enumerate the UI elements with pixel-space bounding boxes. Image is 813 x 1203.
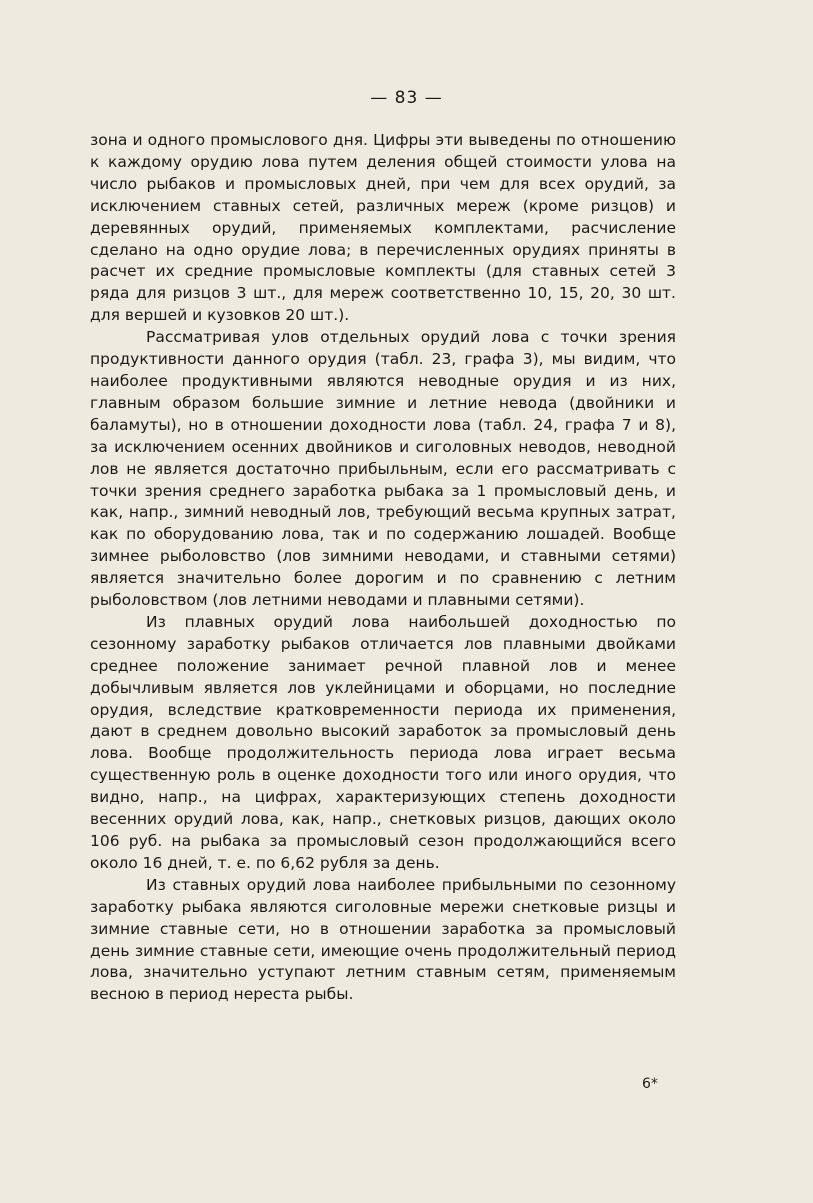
page-number: — 83 —	[370, 88, 443, 108]
paragraph-3: Из плавных орудий лова наибольшей доходностью по сезонному заработку рыбаков отличается лов плавными двойками среднее положение занимает речной плавной лов и менее добычливым является лов уклейницами и оборцами, но последние орудия, вследствие кратковременности периода их применения, дают в среднем довольно высокий заработок за промысловый день лова. Вообще продолжительность периода лова играет весьма существенную роль в оценке доходности того или иного орудия, что видно, напр., на цифрах, характеризующих степень доходности весенних орудий лова, как, напр., снетковых ризцов, дающих около 106 руб. на рыбака за промысловый сезон продолжающийся всего около 16 дней, т. е. по 6,62 рубля за день.	[90, 612, 676, 872]
signature-mark: 6*	[642, 1076, 658, 1092]
body-text	[90, 130, 676, 1006]
paragraph-2: Рассматривая улов отдельных орудий лова с точки зрения продуктивности данного орудия (табл. 23, графа 3), мы видим, что наиболее продуктивными являются неводные орудия и из них, главным образом большие зимние и летние невода (двойники и баламуты), но в отношении доходности лова (табл. 24, графа 7 и 8), за исключением осенних двойников и сиголовных неводов, неводной лов не является достаточно прибыльным, если его рассматривать с точки зрения среднего заработка рыбака за 1 промысловый день, и как, напр., зимний неводный лов, требующий весьма крупных затрат, как по оборудованию лова, так и по содержанию лошадей. Вообще зимнее рыболовство (лов зимними неводами, и ставными сетями) является значительно более дорогим и по сравнению с летним рыболовством (лов летними неводами и плавными сетями).	[90, 328, 676, 610]
paragraph-1: зона и одного промыслового дня. Цифры эти выведены по отношению к каждому орудию лова путем деления общей стоимости улова на число рыбаков и промысловых дней, при чем для всех орудий, за исключением ставных сетей, различных мереж (кроме ризцов) и деревянных орудий, применяемых комплектами, расчисление сделано на одно орудие лова; в перечисленных орудиях приняты в расчет их средние промысловые комплекты (для ставных сетей 3 ряда для ризцов 3 шт., для мереж соответственно 10, 15, 20, 30 шт. для вершей и кузовков 20 шт.).	[90, 131, 676, 325]
paragraph-4: Из ставных орудий лова наиболее прибыльными по сезонному заработку рыбака являются сиголовные мережи снетковые ризцы и зимние ставные сети, но в отношении заработка за промысловый день зимние ставные сети, имеющие очень продолжительный период лова, значительно уступают летним ставным сетям, применяемым весною в период нереста рыбы.	[90, 875, 676, 1004]
